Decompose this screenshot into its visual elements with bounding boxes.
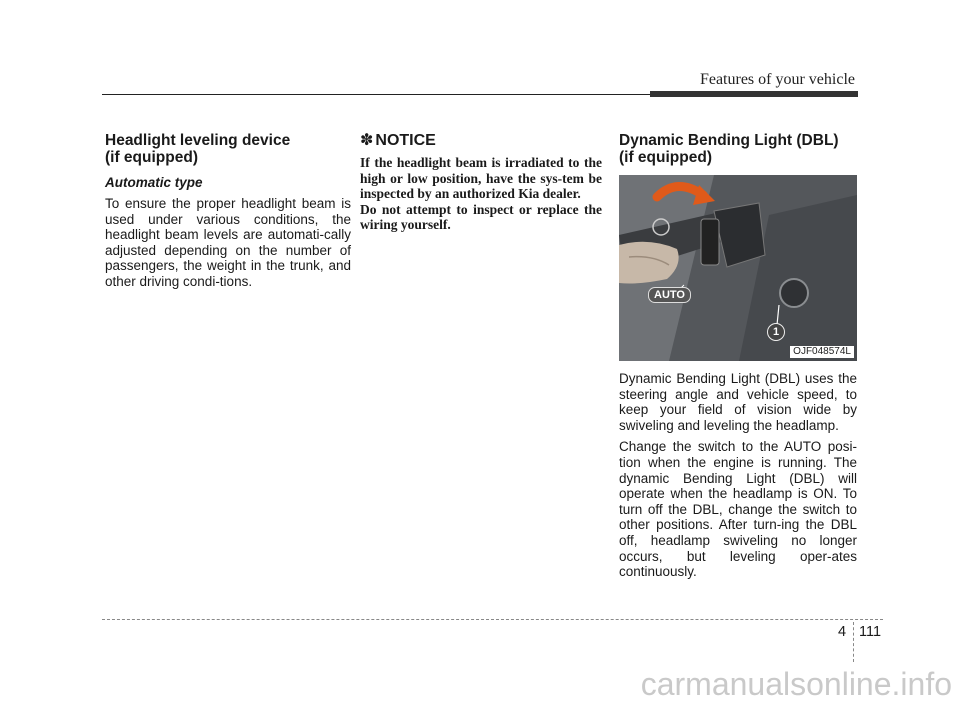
header-rule-accent bbox=[650, 91, 858, 97]
left-column bbox=[105, 132, 351, 296]
notice-heading-label: NOTICE bbox=[375, 132, 436, 149]
watermark-text: carmanualsonline.info bbox=[640, 666, 952, 702]
page-number: 111 bbox=[859, 624, 882, 640]
notice-sentence: Do not attempt to inspect or replace the wiring yourself. bbox=[360, 201, 602, 233]
heading-line: (if equipped) bbox=[619, 149, 712, 166]
notice-sentence: If the headlight beam is irradiated to the high or low position, have the sys-tem be inspected by an authorized Kia dealer. bbox=[360, 155, 602, 202]
heading-line: Headlight leveling device bbox=[105, 132, 291, 149]
notice-star-icon: ✽ bbox=[360, 132, 374, 149]
right-column bbox=[619, 132, 857, 586]
notice-heading bbox=[360, 132, 602, 150]
notice-text bbox=[360, 155, 602, 233]
page-number-divider bbox=[853, 622, 854, 662]
chapter-number: 4 bbox=[838, 624, 847, 640]
figure-headlight-switch bbox=[619, 175, 857, 361]
section-heading-dbl bbox=[619, 132, 857, 166]
paragraph-dbl-description: Dynamic Bending Light (DBL) uses the steering angle and vehicle speed, to keep your field of vision wide by swiveling and leveling the headlamp. bbox=[619, 371, 857, 433]
paragraph-dbl-operation: Change the switch to the AUTO posi-tion when the engine is running. The dynamic Bending Light (DBL) will operate when the headlamp is ON. To turn off the DBL, change the switch to other positions. After turn-ing the DBL off, headlamp swiveling no longer occurs, but leveling oper-ates continuously. bbox=[619, 439, 857, 580]
paragraph-headlight-leveling: To ensure the proper headlight beam is used under various conditions, the headlight beam levels are automati-cally adjusted depending on the number of passengers, the weight in the trunk, and other driving condi-tions. bbox=[105, 196, 351, 289]
section-heading-headlight-leveling bbox=[105, 132, 351, 166]
notice-column bbox=[360, 132, 602, 233]
footer-rule bbox=[102, 619, 883, 620]
running-header-title: Features of your vehicle bbox=[699, 71, 855, 88]
heading-line: (if equipped) bbox=[105, 149, 198, 166]
switch-illustration bbox=[619, 175, 857, 361]
sub-heading-automatic-type: Automatic type bbox=[105, 175, 203, 190]
figure-auto-label: AUTO bbox=[648, 287, 691, 303]
figure-code: OJF048574L bbox=[790, 346, 854, 358]
figure-callout-number: 1 bbox=[767, 323, 785, 341]
heading-line: Dynamic Bending Light (DBL) bbox=[619, 132, 839, 149]
